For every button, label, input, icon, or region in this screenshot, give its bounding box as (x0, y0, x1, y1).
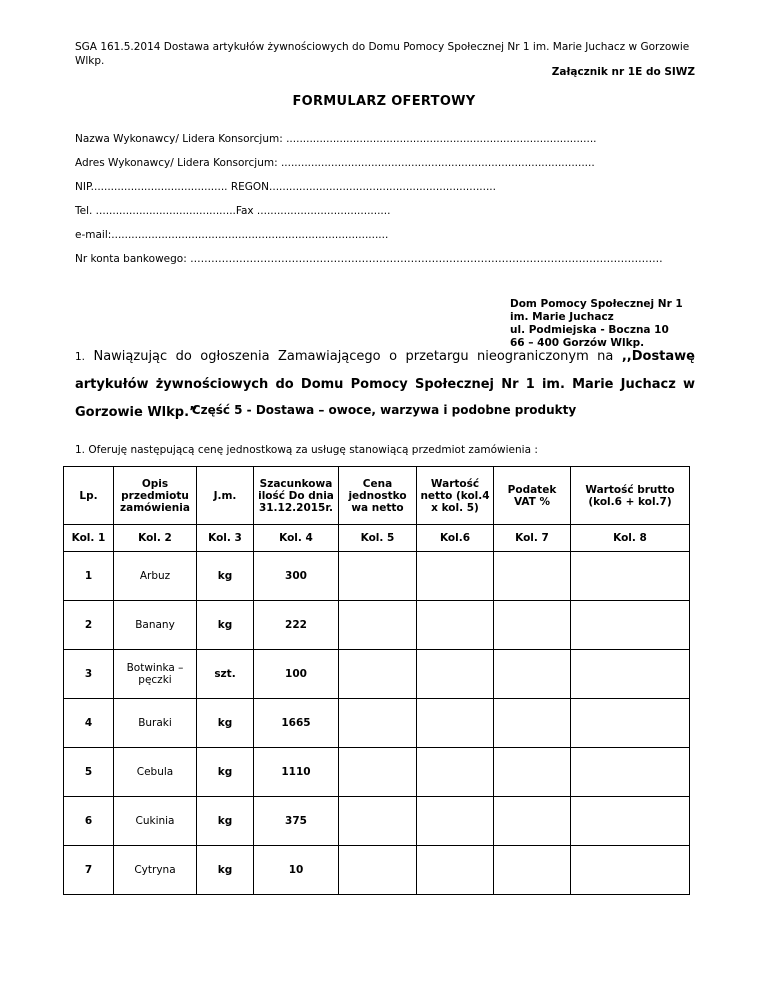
gross-value-input[interactable] (571, 650, 690, 699)
header-cell: Opis przedmiotu zamówienia (114, 467, 197, 525)
lp-cell: 7 (64, 846, 114, 895)
net-value-input[interactable] (417, 650, 494, 699)
table-row (64, 699, 690, 748)
part-title: Część 5 - Dostawa – owoce, warzywa i podobne produkty (191, 403, 577, 417)
header-cell: Lp. (64, 467, 114, 525)
gross-value-input[interactable] (571, 748, 690, 797)
unit-cell: kg (197, 797, 254, 846)
unit-price-input[interactable] (339, 699, 417, 748)
quantity-cell: 1110 (254, 748, 339, 797)
description-cell: Cukinia (114, 797, 197, 846)
contractor-address-field[interactable]: Adres Wykonawcy/ Lidera Konsorcjum: .............................................................................................. (75, 157, 595, 169)
unit-cell: kg (197, 748, 254, 797)
header-cell: Cena jednostko wa netto (339, 467, 417, 525)
quantity-cell: 10 (254, 846, 339, 895)
header-cell: Podatek VAT % (494, 467, 571, 525)
table-header-row (64, 467, 690, 525)
gross-value-input[interactable] (571, 846, 690, 895)
column-number-cell: Kol. 7 (494, 525, 571, 552)
table-row (64, 601, 690, 650)
vat-input[interactable] (494, 552, 571, 601)
lp-cell: 4 (64, 699, 114, 748)
unit-cell: kg (197, 552, 254, 601)
description-cell: Arbuz (114, 552, 197, 601)
price-table (63, 466, 690, 895)
lp-cell: 2 (64, 601, 114, 650)
description-cell: Buraki (114, 699, 197, 748)
nip-regon-field[interactable]: NIP......................................... REGON.................................................................... (75, 181, 496, 193)
recipient-line: im. Marie Juchacz (510, 311, 614, 323)
description-cell: Botwinka – pęczki (114, 650, 197, 699)
unit-price-input[interactable] (339, 650, 417, 699)
unit-price-input[interactable] (339, 552, 417, 601)
quantity-cell: 222 (254, 601, 339, 650)
unit-price-input[interactable] (339, 748, 417, 797)
header-cell: Szacunkowa ilość Do dnia 31.12.2015r. (254, 467, 339, 525)
email-field[interactable]: e-mail:................................................................................... (75, 229, 389, 241)
unit-price-input[interactable] (339, 601, 417, 650)
header-cell: Wartość brutto (kol.6 + kol.7) (571, 467, 690, 525)
net-value-input[interactable] (417, 552, 494, 601)
table-row (64, 650, 690, 699)
header-cell: J.m. (197, 467, 254, 525)
recipient-line: 66 – 400 Gorzów Wlkp. (510, 337, 645, 349)
table-row (64, 797, 690, 846)
description-cell: Cebula (114, 748, 197, 797)
unit-cell: szt. (197, 650, 254, 699)
quantity-cell: 375 (254, 797, 339, 846)
lp-cell: 6 (64, 797, 114, 846)
vat-input[interactable] (494, 601, 571, 650)
table-row (64, 748, 690, 797)
net-value-input[interactable] (417, 748, 494, 797)
net-value-input[interactable] (417, 699, 494, 748)
unit-price-input[interactable] (339, 797, 417, 846)
quantity-cell: 100 (254, 650, 339, 699)
net-value-input[interactable] (417, 797, 494, 846)
column-number-cell: Kol. 5 (339, 525, 417, 552)
intro-bold-text: ,,Dostawę artykułów żywnościowych do Domu Pomocy Społecznej Nr 1 im. Marie Juchacz w Gorzowie Wlkp.” (75, 349, 695, 420)
header-cell: Wartość netto (kol.4 x kol. 5) (417, 467, 494, 525)
vat-input[interactable] (494, 846, 571, 895)
table-row (64, 846, 690, 895)
vat-input[interactable] (494, 699, 571, 748)
net-value-input[interactable] (417, 601, 494, 650)
recipient-line: Dom Pomocy Społecznej Nr 1 (510, 298, 683, 310)
unit-cell: kg (197, 846, 254, 895)
description-cell: Cytryna (114, 846, 197, 895)
gross-value-input[interactable] (571, 699, 690, 748)
unit-price-input[interactable] (339, 846, 417, 895)
quantity-cell: 1665 (254, 699, 339, 748)
offer-statement: 1. Oferuję następującą cenę jednostkową za usługę stanowiącą przedmiot zamówienia : (75, 444, 538, 456)
quantity-cell: 300 (254, 552, 339, 601)
table-row (64, 552, 690, 601)
column-number-cell: Kol.6 (417, 525, 494, 552)
column-number-cell: Kol. 2 (114, 525, 197, 552)
contractor-name-field[interactable]: Nazwa Wykonawcy/ Lidera Konsorcjum: ............................................................................................. (75, 133, 597, 145)
column-number-cell: Kol. 3 (197, 525, 254, 552)
unit-cell: kg (197, 699, 254, 748)
gross-value-input[interactable] (571, 552, 690, 601)
vat-input[interactable] (494, 797, 571, 846)
bank-account-field[interactable]: Nr konta bankowego: ……………………………………………………………………………………………………………………… (75, 253, 663, 265)
intro-number: 1. (75, 351, 86, 363)
lp-cell: 1 (64, 552, 114, 601)
intro-text: Nawiązując do ogłoszenia Zamawiającego o przetargu nieograniczonym na (85, 349, 622, 364)
recipient-line: ul. Podmiejska - Boczna 10 (510, 324, 669, 336)
lp-cell: 5 (64, 748, 114, 797)
gross-value-input[interactable] (571, 797, 690, 846)
column-number-cell: Kol. 4 (254, 525, 339, 552)
column-number-cell: Kol. 8 (571, 525, 690, 552)
lp-cell: 3 (64, 650, 114, 699)
page-title: FORMULARZ OFERTOWY (292, 94, 476, 109)
column-number-cell: Kol. 1 (64, 525, 114, 552)
unit-cell: kg (197, 601, 254, 650)
tel-fax-field[interactable]: Tel. ..........................................Fax ........................................ (75, 205, 391, 217)
net-value-input[interactable] (417, 846, 494, 895)
vat-input[interactable] (494, 650, 571, 699)
gross-value-input[interactable] (571, 601, 690, 650)
document-reference: SGA 161.5.2014 Dostawa artykułów żywnościowych do Domu Pomocy Społecznej Nr 1 im. Marie Juchacz w Gorzowie Wlkp. (75, 41, 690, 67)
column-number-row (64, 525, 690, 552)
annex-label: Załącznik nr 1E do SIWZ (551, 66, 695, 78)
description-cell: Banany (114, 601, 197, 650)
vat-input[interactable] (494, 748, 571, 797)
